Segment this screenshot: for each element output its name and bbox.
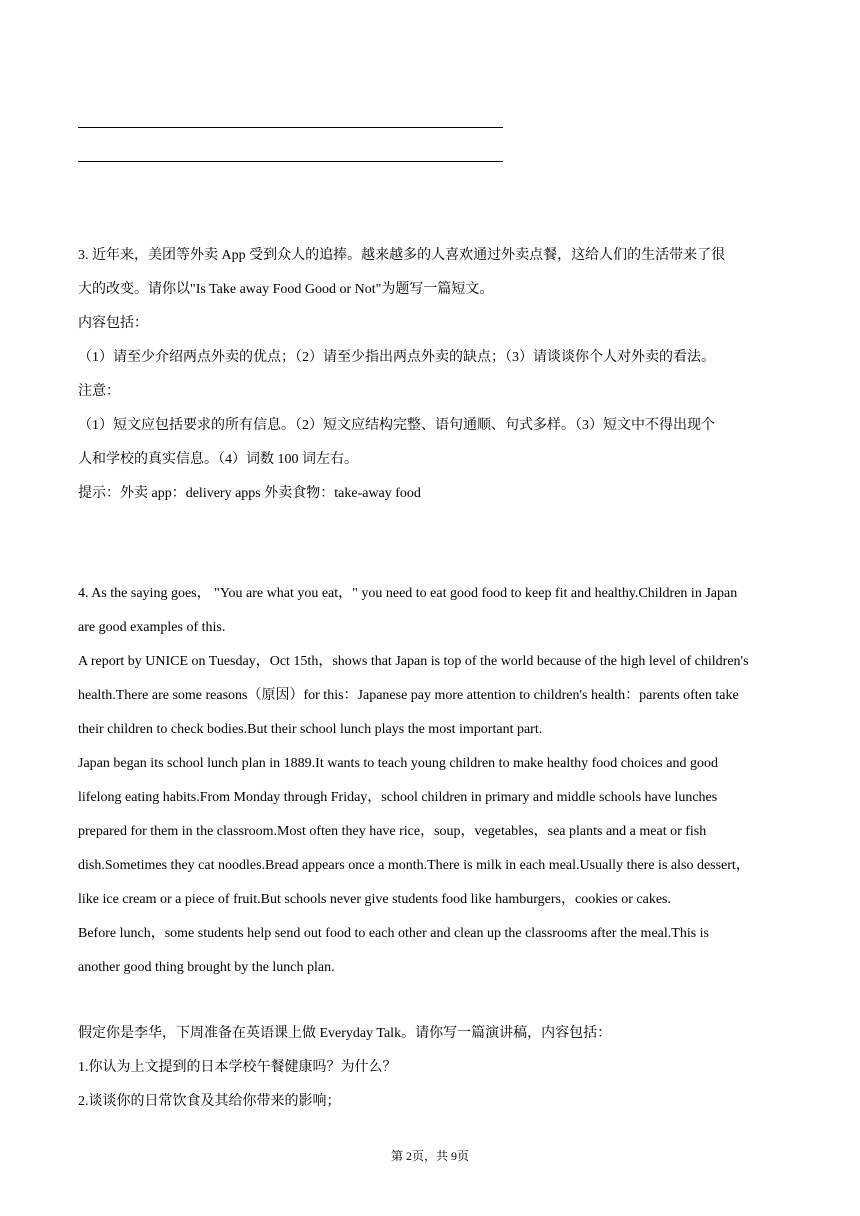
question-3-line: 人和学校的真实信息。（4）词数 100 词左右。	[78, 452, 358, 467]
writing-task	[78, 1017, 798, 1119]
question-3-line: （1）请至少介绍两点外卖的优点；（2）请至少指出两点外卖的缺点；（3）请谈谈你个人对外卖的看法。	[78, 350, 715, 365]
question-4-line: lifelong eating habits.From Monday through Friday，school children in primary and middle schools have lunches	[78, 790, 718, 805]
question-4-line: health.There are some reasons（原因）for this：Japanese pay more attention to children's health：parents often take	[78, 688, 739, 703]
question-3-line: 大的改变。请你以"Is Take away Food Good or Not"为题写一篇短文。	[78, 282, 494, 297]
question-4-line: dish.Sometimes they cat noodles.Bread appears once a month.There is milk in each meal.Usually there is also dessert，	[78, 858, 750, 873]
question-3-line: （1）短文应包括要求的所有信息。（2）短文应结构完整、语句通顺、句式多样。（3）短文中不得出现个	[78, 418, 715, 433]
answer-line	[78, 127, 503, 128]
question-4-line: prepared for them in the classroom.Most often they have rice，soup，vegetables，sea plants and a meat or fish	[78, 824, 707, 839]
question-4-line: are good examples of this.	[78, 620, 226, 635]
question-4-line: Japan began its school lunch plan in 1889.It wants to teach young children to make healthy food choices and good	[78, 756, 718, 771]
question-4-line: Before lunch，some students help send out food to each other and clean up the classrooms after the meal.This is	[78, 926, 709, 941]
question-4-line: 4. As the saying goes， "You are what you eat，" you need to eat good food to keep fit and healthy.Children in Japan	[78, 586, 738, 601]
question-4-line: A report by UNICE on Tuesday，Oct 15th，shows that Japan is top of the world because of the high level of children's	[78, 654, 749, 669]
question-3-line: 注意：	[78, 384, 120, 399]
question-4-line: their children to check bodies.But their school lunch plays the most important part.	[78, 722, 543, 737]
question-4-line: another good thing brought by the lunch plan.	[78, 960, 335, 975]
page-footer: 第 2页，共 9页	[390, 1149, 469, 1163]
answer-line	[78, 161, 503, 162]
question-3-line: 提示：外卖 app：delivery apps 外卖食物：take-away food	[78, 486, 421, 501]
writing-task-line: 假定你是李华，下周准备在英语课上做 Everyday Talk。请你写一篇演讲稿，内容包括：	[78, 1026, 612, 1041]
question-3-line: 内容包括：	[78, 316, 148, 331]
question-3-line: 3. 近年来，美团等外卖 App 受到众人的追捧。越来越多的人喜欢通过外卖点餐，这给人们的生活带来了很	[78, 248, 726, 263]
writing-task-line: 2.谈谈你的日常饮食及其给你带来的影响；	[78, 1094, 341, 1109]
question-3	[78, 239, 798, 511]
question-4	[78, 577, 798, 985]
writing-task-line: 1.你认为上文提到的日本学校午餐健康吗？为什么？	[78, 1060, 397, 1075]
question-4-line: like ice cream or a piece of fruit.But schools never give students food like hamburgers，cookies or cakes.	[78, 892, 671, 907]
